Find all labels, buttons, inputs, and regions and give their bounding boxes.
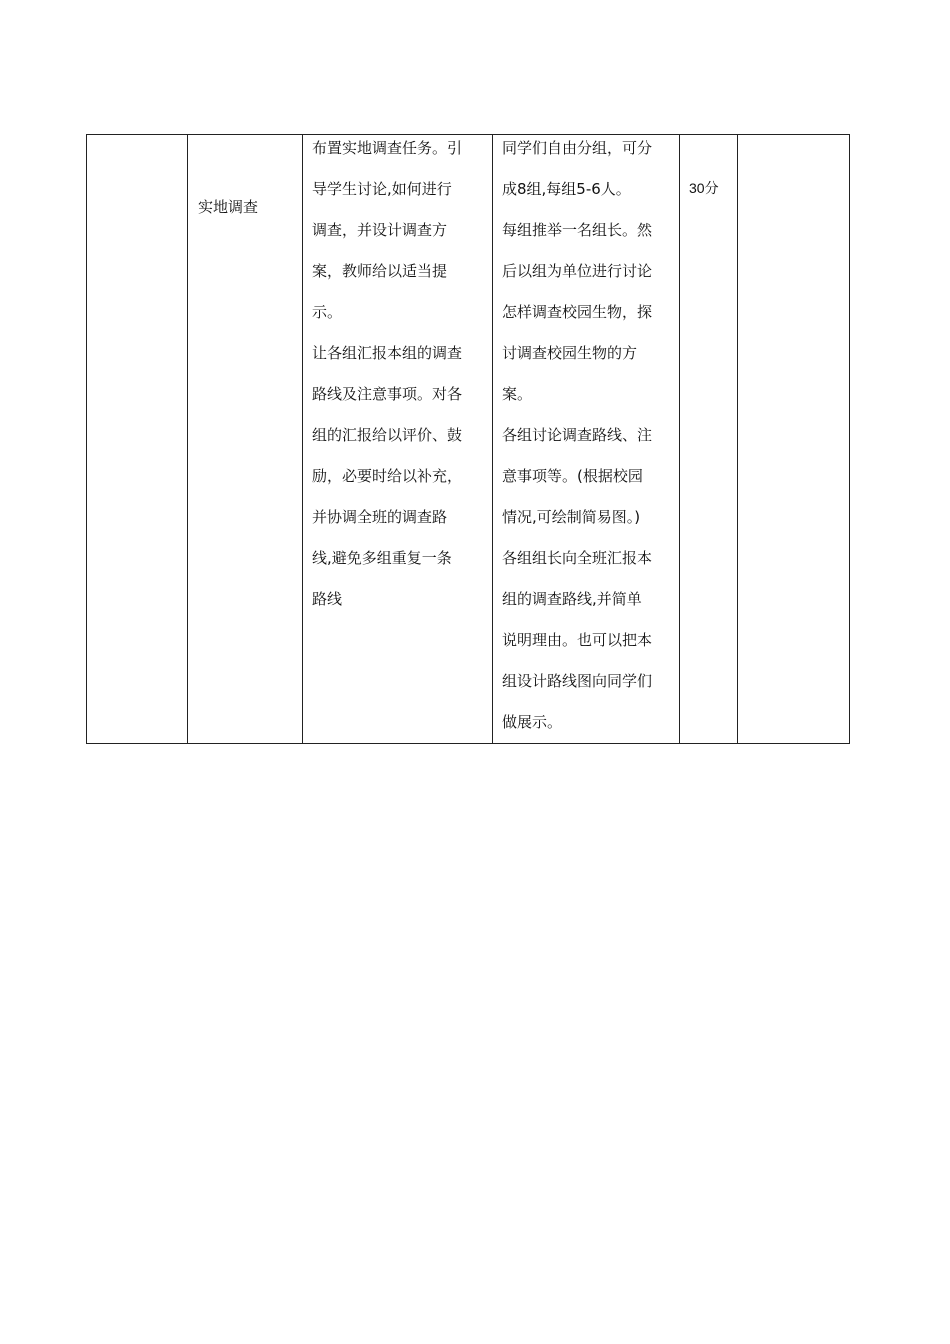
- empty-cell-right: [738, 135, 850, 744]
- student-activity-paragraph: 同学们自由分组，可分 成8组,每组5-6人。: [502, 139, 653, 198]
- time-cell: [680, 135, 738, 744]
- empty-cell-left: [87, 135, 188, 744]
- table-row: [87, 135, 850, 744]
- teacher-activity-paragraph: 布置实地调查任务。引 导学生讨论,如何进行 调查，并设计调查方 案，教师给以适当提 示。: [312, 139, 463, 321]
- stage-label: 实地调查: [198, 198, 259, 216]
- teacher-activity-paragraph: 让各组汇报本组的调查 路线及注意事项。对各 组的汇报给以评价、鼓 励，必要时给以补充， 并协调全班的调查路 线,避免多组重复一条 路线: [312, 344, 463, 608]
- teacher-activity-cell: [303, 135, 493, 744]
- student-activity-paragraph: 各组讨论调查路线、注 意事项等。(根据校园 情况,可绘制简易图。): [502, 426, 653, 526]
- time-value: 30分: [689, 180, 719, 196]
- student-activity-paragraph: 每组推举一名组长。然 后以组为单位进行讨论 怎样调查校园生物，探 讨调查校园生物的方 案。: [502, 221, 653, 403]
- lesson-plan-table: [86, 134, 850, 744]
- stage-cell: [188, 135, 303, 744]
- student-activity-cell: [493, 135, 680, 744]
- student-activity-paragraph: 各组组长向全班汇报本 组的调查路线,并简单 说明理由。也可以把本 组设计路线图向同学们 做展示。: [502, 549, 653, 731]
